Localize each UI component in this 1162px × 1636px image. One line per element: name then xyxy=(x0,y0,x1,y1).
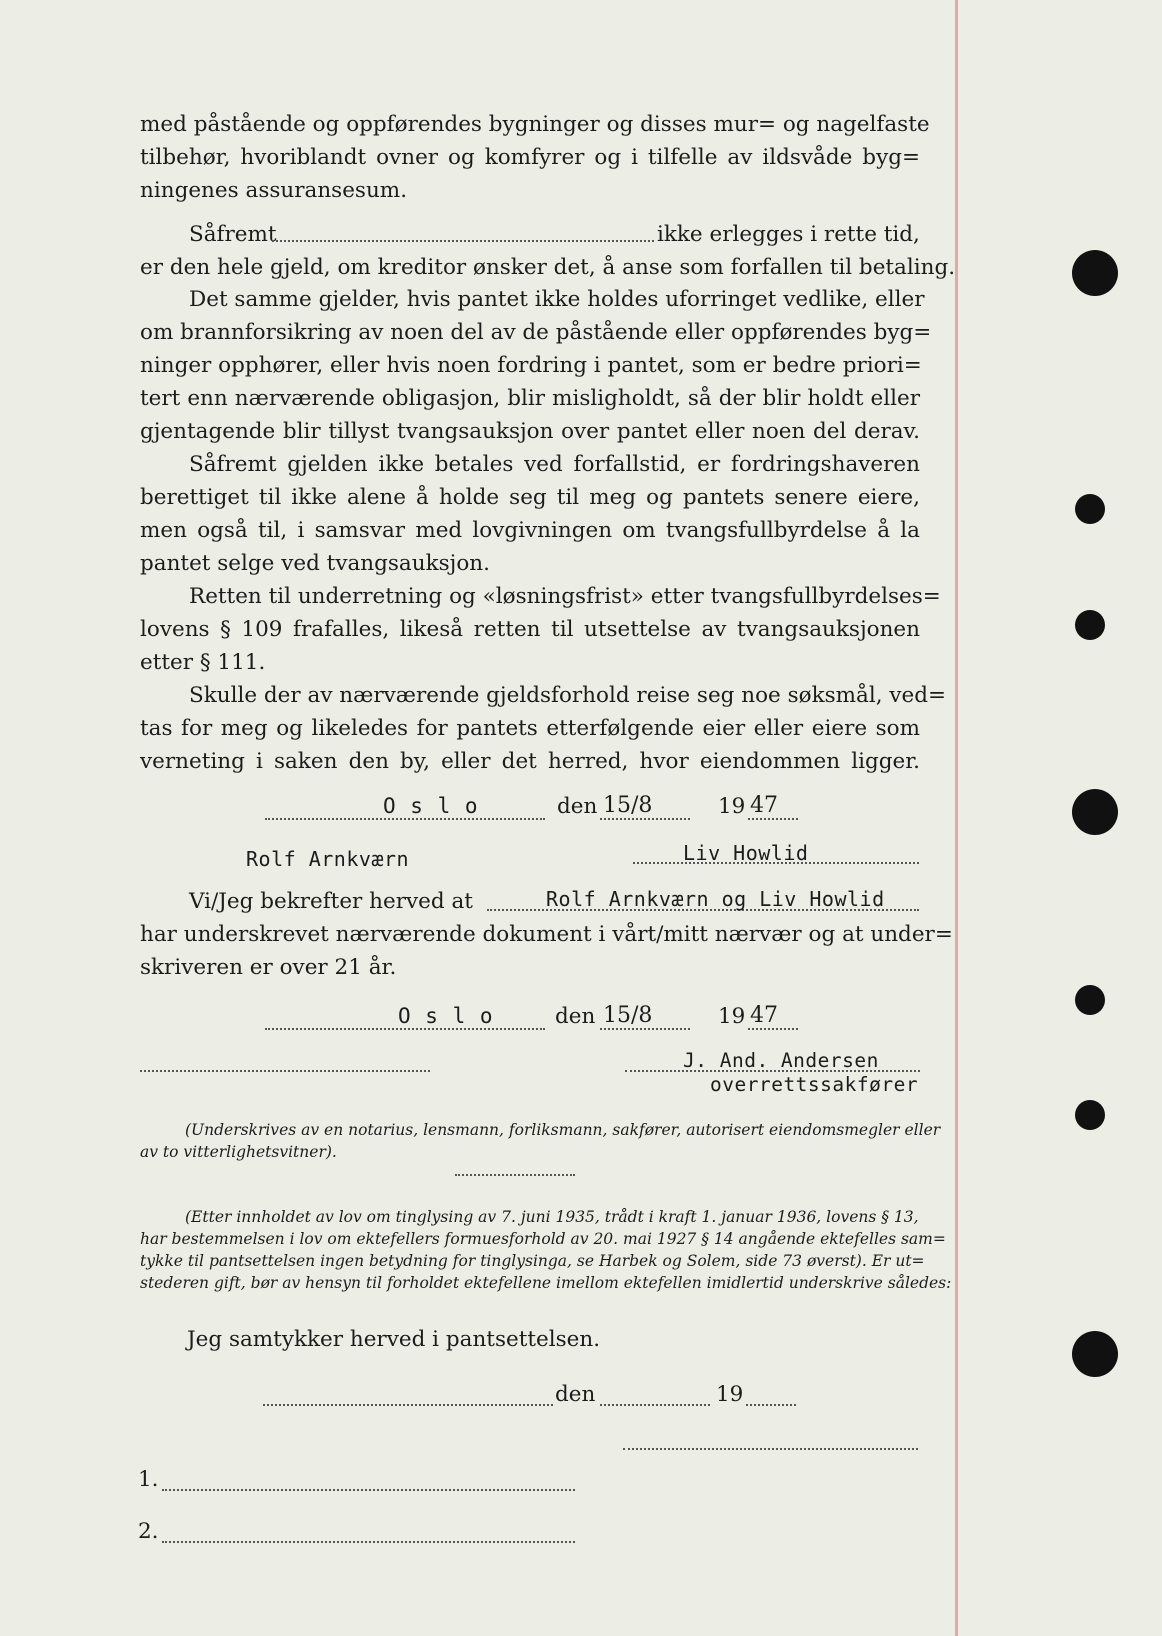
line-number: 2. xyxy=(138,1519,159,1544)
margin-rule xyxy=(955,0,958,1636)
confirm-prefix: Vi/Jeg bekrefter herved at xyxy=(189,889,473,914)
body-line: Det samme gjelder, hvis pantet ikke holdes uforringet vedlike, eller xyxy=(189,287,925,312)
body-line: lovens § 109 frafalles, likeså retten til utsettelse av tvangsauksjonen xyxy=(140,617,920,642)
place-line xyxy=(263,1404,553,1406)
den-label: den xyxy=(557,794,598,819)
binder-hole xyxy=(1072,789,1118,835)
body-line: skriveren er over 21 år. xyxy=(140,955,397,980)
den-label: den xyxy=(555,1004,596,1029)
body-line: er den hele gjeld, om kreditor ønsker det, å anse som forfallen til betaling. xyxy=(140,255,956,280)
blank-line xyxy=(272,240,654,242)
body-line: pantet selge ved tvangsauksjon. xyxy=(140,551,490,576)
year-prefix: 19 xyxy=(716,1382,744,1407)
consent-text: Jeg samtykker herved i pantsettelsen. xyxy=(187,1327,601,1352)
binder-hole xyxy=(1075,610,1105,640)
numbered-line xyxy=(162,1541,575,1543)
day-line xyxy=(600,1404,710,1406)
body-line: berettiget til ikke alene å holde seg til meg og pantets senere eiere, xyxy=(140,485,920,510)
signature-right: Liv Howlid xyxy=(683,841,809,865)
note-line: (Underskrives av en notarius, lensmann, forliksmann, sakfører, autorisert eiendomsmegler eller xyxy=(185,1121,941,1139)
body-line: Skulle der av nærværende gjeldsforhold reise seg noe søksmål, ved= xyxy=(189,683,947,708)
body-line: ningenes assuransesum. xyxy=(140,178,408,203)
body-line: har underskrevet nærværende dokument i vårt/mitt nærvær og at under= xyxy=(140,922,953,947)
safremt-label: Såfremt xyxy=(189,222,277,247)
note-line: (Etter innholdet av lov om tinglysing av 7. juni 1935, trådt i kraft 1. januar 1936, lovens § 13, xyxy=(185,1208,919,1226)
body-line: men også til, i samsvar med lovgivningen om tvangsfullbyrdelse å la xyxy=(140,518,920,543)
signature-left: Rolf Arnkværn xyxy=(246,847,410,871)
date-year: 47 xyxy=(750,793,778,818)
binder-hole xyxy=(1075,1100,1105,1130)
den-label: den xyxy=(555,1382,596,1407)
body-line: Retten til underretning og «løsningsfrist» etter tvangsfullbyrdelses= xyxy=(189,584,941,609)
year-prefix: 19 xyxy=(718,794,746,819)
date-day: 15/8 xyxy=(603,793,653,818)
confirm-names: Rolf Arnkværn og Liv Howlid xyxy=(546,887,885,911)
date-year: 47 xyxy=(750,1003,778,1028)
day-line xyxy=(600,1028,690,1030)
separator xyxy=(455,1174,575,1176)
body-line: om brannforsikring av noen del av de påstående eller oppførendes byg= xyxy=(140,320,932,345)
witness-title: overrettssakfører xyxy=(710,1073,919,1096)
body-line: gjentagende blir tillyst tvangsauksjon over pantet eller noen del derav. xyxy=(140,419,920,444)
body-line: Såfremt gjelden ikke betales ved forfallstid, er fordringshaveren xyxy=(189,452,920,477)
day-line xyxy=(600,818,690,820)
body-line: tilbehør, hvoriblandt ovner og komfyrer og i tilfelle av ildsvåde byg= xyxy=(140,145,920,170)
year-prefix: 19 xyxy=(718,1004,746,1029)
body-line: etter § 111. xyxy=(140,650,266,675)
note-line: stederen gift, bør av hensyn til forholdet ektefellene imellom ektefellen imidlertid underskrive således: xyxy=(140,1274,952,1292)
date-day: 15/8 xyxy=(603,1003,653,1028)
binder-hole xyxy=(1072,1331,1118,1377)
place-line xyxy=(265,1028,545,1030)
binder-hole xyxy=(1075,985,1105,1015)
body-line: tas for meg og likeledes for pantets etterfølgende eier eller eiere som xyxy=(140,716,920,741)
binder-hole xyxy=(1075,494,1105,524)
place-line xyxy=(265,818,545,820)
place-text: O s l o xyxy=(398,1004,494,1028)
year-line xyxy=(748,818,798,820)
witness-line-left xyxy=(140,1070,430,1072)
year-line xyxy=(748,1028,798,1030)
body-line: med påstående og oppførendes bygninger og disses mur= og nagelfaste xyxy=(140,112,930,137)
line-number: 1. xyxy=(138,1467,159,1492)
note-line: tykke til pantsettelsen ingen betydning for tinglysinga, se Harbek og Solem, side 73 øverst). Er ut= xyxy=(140,1252,925,1270)
signature-line xyxy=(623,1448,918,1450)
body-line: verneting i saken den by, eller det herred, hvor eiendommen ligger. xyxy=(140,749,920,774)
body-line: ninger opphører, eller hvis noen fordring i pantet, som er bedre priori= xyxy=(140,353,922,378)
witness-name: J. And. Andersen xyxy=(683,1049,879,1072)
safremt-rest: ikke erlegges i rette tid, xyxy=(657,222,920,247)
note-line: har bestemmelsen i lov om ektefellers formuesforhold av 20. mai 1927 § 14 angående ektefelles sam= xyxy=(140,1230,946,1248)
year-line xyxy=(746,1404,796,1406)
binder-hole xyxy=(1072,250,1118,296)
body-line: tert enn nærværende obligasjon, blir misligholdt, så der blir holdt eller xyxy=(140,386,920,411)
place-text: O s l o xyxy=(383,794,479,818)
note-line: av to vitterlighetsvitner). xyxy=(140,1143,337,1161)
numbered-line xyxy=(162,1489,575,1491)
